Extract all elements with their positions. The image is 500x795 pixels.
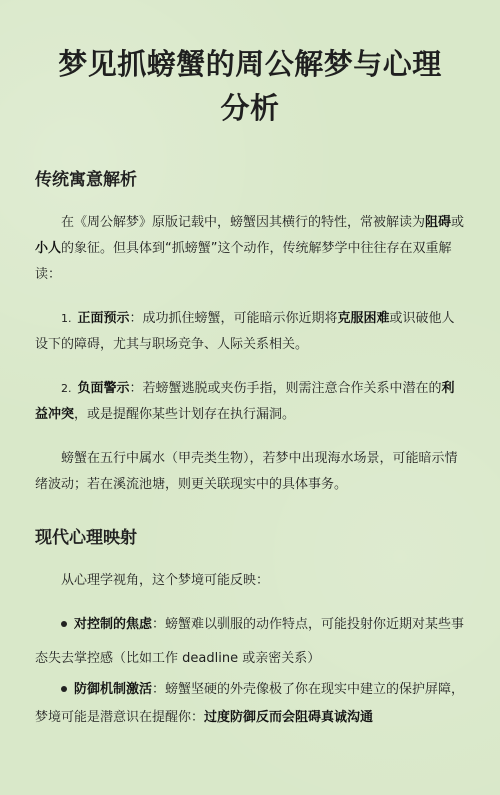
modern-psychology-heading: 现代心理映射 [35,528,137,548]
keyword-overcome-difficulties: 克服困难 [337,311,390,326]
negative-warning-item [35,376,465,428]
positive-omen-text-2: 或识破他人设下的障碍，尤其与职场竞争、人际关系相关。 [35,311,455,352]
defense-mechanism-label: 防御机制激活 [74,682,153,697]
page-title [35,42,465,130]
defense-mechanism-text: ：螃蟹坚硬的外壳像极了你在现实中建立的保护屏障，梦境可能是潜意识在提醒你： [35,682,465,725]
positive-omen-text-1: ：成功抓住螃蟹，可能暗示你近期将 [129,311,338,326]
negative-warning-text-2: ，或是提醒你某些计划存在执行漏洞。 [74,407,296,422]
title-line-2: 分析 [220,91,280,125]
keyword-conflict-of-interest: 利益冲突 [35,381,455,422]
positive-omen-item [35,306,465,358]
psychology-intro-paragraph: 从心理学视角，这个梦境可能反映： [61,573,270,588]
traditional-intro-text-2: 或 [451,215,465,230]
control-anxiety-label: 对控制的焦虑 [74,617,153,632]
negative-warning-text-1: ：若螃蟹逃脱或夹伤手指，则需注意合作关系中潜在的 [129,381,442,396]
title-line-1: 梦见抓螃蟹的周公解梦与心理 [58,47,442,81]
bullet-dot-icon [61,621,67,627]
positive-omen-label: 正面预示 [77,311,130,326]
keyword-overdefense: 过度防御反而会阻碍真诚沟通 [204,710,374,725]
negative-warning-label: 负面警示 [77,381,130,396]
control-anxiety-text: ：螃蟹难以驯服的动作特点，可能投射你近期对某些事态失去掌控感（比如工作 deadline 或亲密关系） [35,617,465,666]
traditional-interpretation-section [35,168,465,498]
defense-mechanism-item [35,676,465,732]
five-elements-paragraph: 螃蟹在五行中属水（甲壳类生物），若梦中出现海水场景，可能暗示情绪波动；若在溪流池塘，则更关联现实中的具体事务。 [35,451,458,492]
traditional-intro-paragraph [35,210,465,288]
bullet-dot-icon [61,686,67,692]
modern-psychology-section [35,526,465,732]
traditional-interpretation-heading: 传统寓意解析 [35,170,137,190]
keyword-obstacle: 阻碍 [425,215,452,230]
negative-warning-number: 2. [61,382,72,395]
traditional-intro-text-1: 在《周公解梦》原版记载中，螃蟹因其横行的特性，常被解读为 [61,215,426,230]
traditional-intro-text-3: 的象征。但具体到“抓螃蟹”这个动作，传统解梦学中往往存在双重解读： [35,241,452,282]
positive-omen-number: 1. [61,312,72,325]
keyword-villain: 小人 [35,241,62,256]
control-anxiety-item [35,608,465,676]
